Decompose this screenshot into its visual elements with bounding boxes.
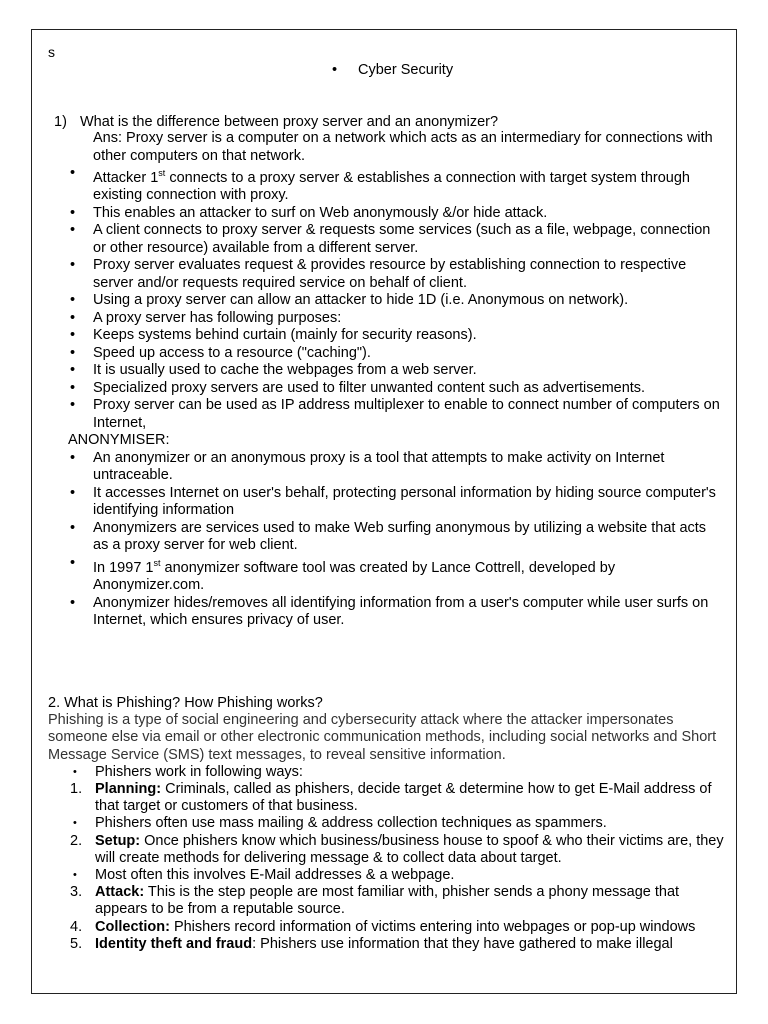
list-item-text: Most often this involves E-Mail addresses & a webpage. (95, 867, 455, 884)
doc-title-text: Cyber Security (358, 62, 454, 78)
list-item-text: Phishers often use mass mailing & address collection techniques as spammers. (95, 815, 607, 832)
list-item-text: Phishers record information of victims entering into webpages or pop-up windows (169, 918, 696, 935)
step-number: 3. (70, 884, 83, 901)
list-item-text: This enables an attacker to surf on Web anonymously &/or hide attack. (93, 204, 548, 221)
list-item-text-cont: anonymizer software tool was created by Lance Cottrell, developed by Anonymizer.com. (93, 559, 616, 594)
list-item-text: Proxy server evaluates request & provides resource by establishing connection to respective server and/or requests required service on behalf of client. (93, 257, 687, 291)
list-item (68, 327, 723, 345)
step-title: Setup: (95, 832, 141, 849)
list-item (70, 781, 728, 815)
list-item-text: Criminals, called as phishers, decide target & determine how to get E-Mail address of that target or customers of that business. (95, 781, 712, 815)
ordinal-suffix: st (158, 168, 166, 178)
step-title: Collection: (95, 918, 170, 935)
list-item (68, 380, 723, 398)
list-item (68, 345, 723, 363)
bullet-icon: • (73, 869, 77, 882)
list-item (68, 292, 723, 310)
list-item (68, 310, 723, 328)
list-item-text: It is usually used to cache the webpages from a web server. (93, 362, 477, 379)
list-item (68, 555, 723, 595)
list-item-text: Attacker 1 (93, 169, 159, 186)
q2-intro: Phishing is a type of social engineering and cybersecurity attack where the attacker impersonates someone else via email or other electronic communication methods, including social networks and Short Message Service (SMS) text messages, to reveal sensitive information. (48, 712, 717, 763)
list-item (70, 884, 728, 918)
list-item-text-cont: connects to a proxy server & establishes a connection with target system through existing connection with proxy. (93, 169, 690, 204)
list-item-text: Anonymizers are services used to make Web surfing anonymous by utilizing a website that acts as a proxy server for web client. (93, 519, 707, 554)
list-item (68, 222, 723, 257)
list-item (68, 450, 723, 485)
list-item (70, 833, 728, 867)
q2-section (48, 695, 728, 953)
list-item (70, 867, 728, 884)
list-item-text: In 1997 1 (93, 559, 154, 576)
list-item (68, 520, 723, 555)
bullet-icon: • (73, 817, 77, 830)
list-item-text: This is the step people are most familiar with, phisher sends a phony message that appears to be from a reputable source. (95, 884, 680, 918)
list-item-text: Proxy server can be used as IP address multiplexer to enable to connect number of computers on Internet, (93, 397, 720, 431)
list-item-text: It accesses Internet on user's behalf, protecting personal information by hiding source computer's identifying information (93, 484, 716, 519)
step-number: 5. (70, 935, 83, 952)
list-item-text: Anonymizer hides/removes all identifying information from a user's computer while user surfs on Internet, which ensures privacy of user. (93, 594, 709, 629)
document-page (31, 29, 737, 994)
corner-mark: s (48, 44, 55, 60)
anonymiser-bullet-list (68, 450, 723, 630)
list-item-text: Specialized proxy servers are used to filter unwanted content such as advertisements. (93, 379, 646, 396)
list-item-text: Once phishers know which business/business house to spoof & who their victims are, they will create methods for delivering message & to collect data about target. (95, 832, 724, 866)
q1-number: 1) (54, 114, 67, 130)
doc-title (332, 62, 453, 78)
step-title: Identity theft and fraud (95, 935, 253, 952)
list-item (68, 362, 723, 380)
list-item-text: Keeps systems behind curtain (mainly for security reasons). (93, 327, 477, 344)
list-item-text: Speed up access to a resource ("caching"). (93, 344, 371, 361)
step-title: Planning: (95, 781, 162, 798)
step-number: 4. (70, 918, 83, 935)
list-item (68, 397, 723, 432)
list-item (68, 257, 723, 292)
step-title: Attack: (95, 884, 145, 901)
bullet-icon: • (73, 765, 77, 778)
ordinal-suffix: st (153, 557, 161, 568)
q2-question: 2. What is Phishing? How Phishing works? (48, 695, 323, 711)
list-item-text: A proxy server has following purposes: (93, 309, 342, 326)
q1-bullet-list (68, 165, 723, 432)
q1-question: What is the difference between proxy server and an anonymizer? (80, 114, 499, 130)
q1-answer: Ans: Proxy server is a computer on a network which acts as an intermediary for connections with other computers on that network. (93, 130, 713, 164)
q1-body (68, 130, 723, 630)
bullet-icon: • (332, 62, 338, 78)
list-item (68, 205, 723, 223)
list-item (70, 936, 728, 953)
anonymiser-heading: ANONYMISER: (68, 432, 170, 449)
list-item (70, 764, 728, 781)
list-item (70, 815, 728, 832)
list-item (68, 595, 723, 630)
list-item-text: : Phishers use information that they have gathered to make illegal (252, 935, 673, 952)
list-item-text: An anonymizer or an anonymous proxy is a tool that attempts to make activity on Internet untraceable. (93, 449, 665, 484)
list-item-text: A client connects to proxy server & requests some services (such as a file, webpage, connection or other resource) available from a different server. (93, 222, 711, 256)
list-item (68, 485, 723, 520)
step-number: 2. (70, 832, 83, 849)
list-item (68, 165, 723, 205)
step-number: 1. (70, 781, 83, 798)
list-item (70, 919, 728, 936)
list-item-text: Phishers work in following ways: (95, 763, 303, 780)
q1-heading (54, 114, 498, 130)
list-item-text: Using a proxy server can allow an attacker to hide 1D (i.e. Anonymous on network). (93, 292, 629, 309)
q2-list (70, 764, 728, 953)
